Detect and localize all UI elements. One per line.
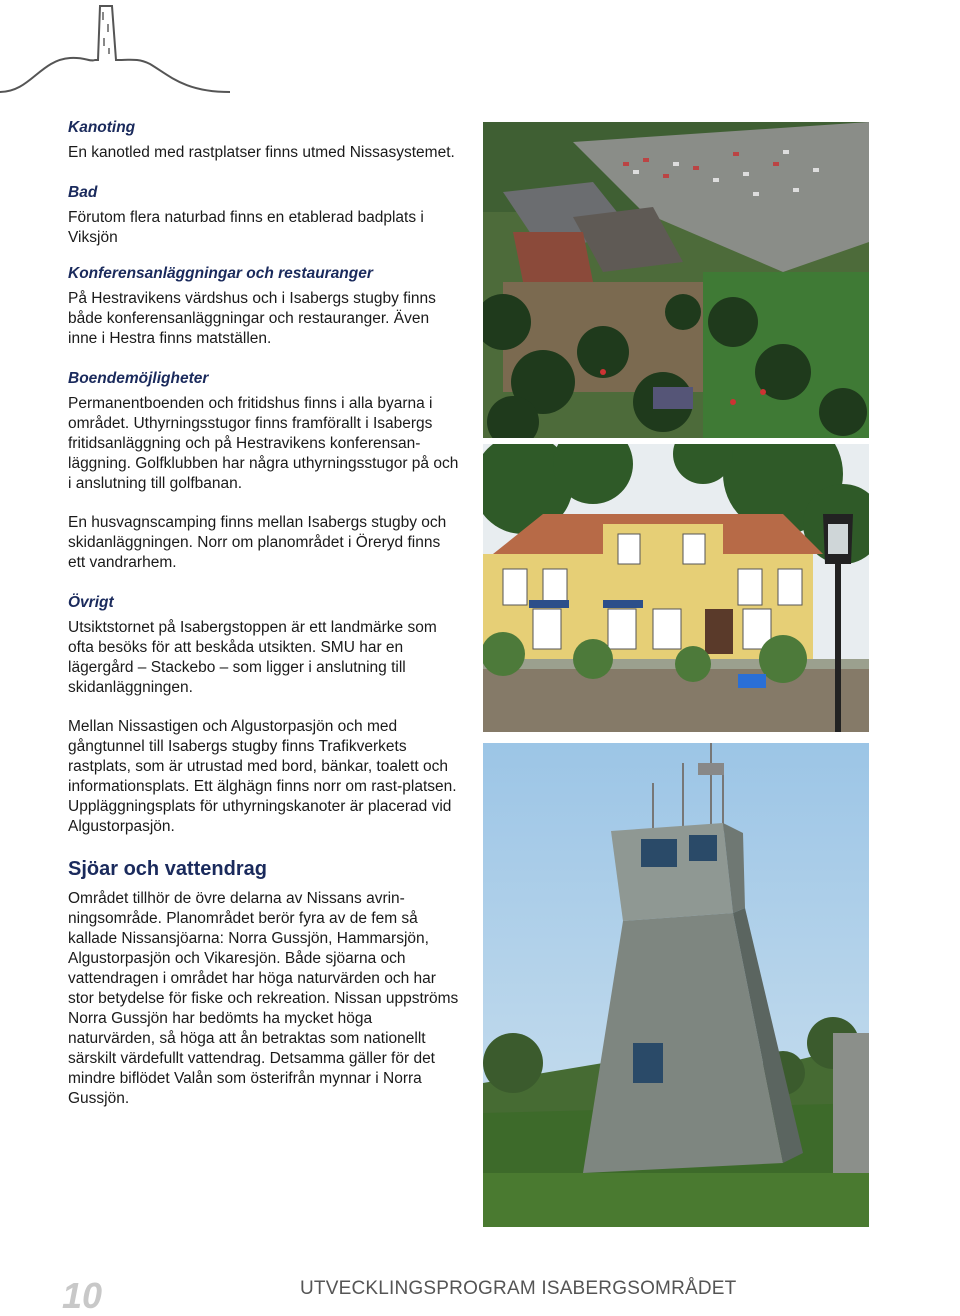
text-konferens: På Hestravikens värdshus och i Isabergs stugby finns både konferensanläggningar och restauranger. Även inne i Hestra finns matställen. bbox=[68, 290, 436, 347]
yellow-house-photo bbox=[483, 444, 869, 732]
page-number: 10 bbox=[62, 1275, 103, 1316]
footer-title: UTVECKLINGSPROGRAM ISABERGSOMRÅDET bbox=[300, 1278, 737, 1299]
tower-logo-icon bbox=[0, 0, 230, 100]
text-bad: Förutom flera naturbad finns en etablerad badplats i Viksjön bbox=[68, 209, 424, 246]
text-kanoting: En kanotled med rastplatser finns utmed Nissasystemet. bbox=[68, 144, 455, 161]
heading-konferens: Konferensanläggningar och restauranger bbox=[68, 265, 373, 282]
text-boende-1: Permanentboenden och fritidshus finns i alla byarna i området. Uthyrningsstugor finns framförallt i Isabergs fritidsanläggning och på Hestravikens konferensan-läggning. Golfklubben har några uthyrningsstugor på och i anslutning till golfbanan. bbox=[68, 395, 459, 492]
lookout-tower-photo bbox=[483, 743, 869, 1227]
text-sjoar: Området tillhör de övre delarna av Nissans avrin-ningsområde. Planområdet berör fyra av de fem så kallade Nissansjöarna: Norra Gussjön, Hammarsjön, Algustorpasjön och Vikaresjön. Både sjöarna och vattendragen i området har höga naturvärden och har stor betydelse för fiske och rekreation. Nissan uppströms Norra Gussjön har bedömts ha mycket höga naturvärden, så höga att ån betraktas som nationellt särskilt värdefullt vattendrag. Detsamma gäller för det mindre biflödet Valån som österifrån mynnar i Norra Gussjön. bbox=[68, 890, 459, 1107]
heading-bad: Bad bbox=[68, 184, 98, 201]
heading-sjoar: Sjöar och vattendrag bbox=[68, 858, 267, 880]
heading-kanoting: Kanoting bbox=[68, 119, 136, 136]
aerial-resort-photo bbox=[483, 122, 869, 438]
heading-boende: Boendemöjligheter bbox=[68, 370, 209, 387]
text-boende-2: En husvagnscamping finns mellan Isabergs stugby och skidanläggningen. Norr om planområdet i Öreryd finns ett vandrarhem. bbox=[68, 514, 447, 571]
text-ovrigt-2: Mellan Nissastigen och Algustorpasjön och med gångtunnel till Isabergs stugby finns Trafikverkets rastplats, som är utrustad med bord, bänkar, toalett och informationsplats. Ett älghägn finns norr om rast-platsen. Uppläggningsplats för uthyrningskanoter är placerad vid Algustorpasjön. bbox=[68, 718, 457, 835]
text-ovrigt-1: Utsiktstornet på Isabergstoppen är ett landmärke som ofta besöks för att beskåda utsikten. SMU har en lägergård – Stackebo – som ligger i anslutning till skidanläggningen. bbox=[68, 619, 437, 696]
text-column bbox=[68, 118, 460, 1109]
heading-ovrigt: Övrigt bbox=[68, 594, 114, 611]
